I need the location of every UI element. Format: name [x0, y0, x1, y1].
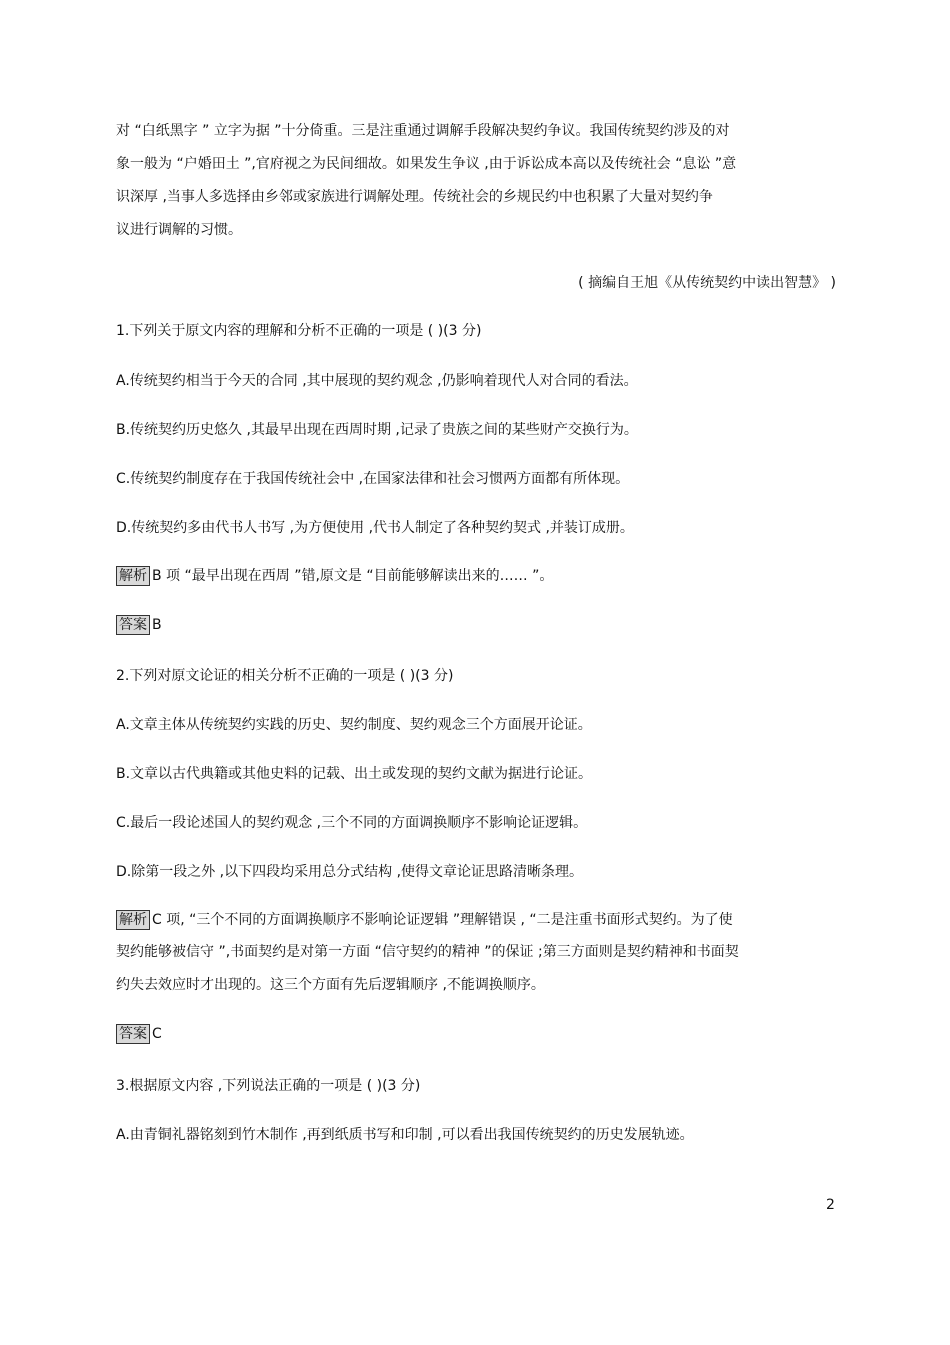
passage-line: 议进行调解的习惯。: [116, 222, 242, 238]
passage-line: 对 “白纸黑字 ” 立字为据 ”十分倚重。三是注重通过调解手段解决契约争议。我国传统契约涉及的对: [116, 123, 730, 139]
answer-label: 答案: [116, 615, 150, 635]
answer-text: C: [152, 1026, 162, 1042]
question-1-option-a: A.传统契约相当于今天的合同 ,其中展现的契约观念 ,仍影响着现代人对合同的看法。: [116, 373, 638, 389]
question-1-option-b: B.传统契约历史悠久 ,其最早出现在西周时期 ,记录了贵族之间的某些财产交换行为。: [116, 422, 638, 438]
question-1-answer: [116, 615, 162, 635]
passage-line: 象一般为 “户婚田土 ”,官府视之为民间细故。如果发生争议 ,由于诉讼成本高以及传统社会 “息讼 ”意: [116, 156, 737, 172]
page-number: 2: [826, 1197, 835, 1213]
passage-line: 识深厚 ,当事人多选择由乡邻或家族进行调解处理。传统社会的乡规民约中也积累了大量对契约争: [116, 189, 713, 205]
question-2-option-a: A.文章主体从传统契约实践的历史、契约制度、契约观念三个方面展开论证。: [116, 717, 592, 733]
question-2-analysis-line-2: 契约能够被信守 ”,书面契约是对第一方面 “信守契约的精神 ”的保证 ;第三方面则是契约精神和书面契: [116, 944, 739, 960]
question-1-option-d: D.传统契约多由代书人书写 ,为方便使用 ,代书人制定了各种契约契式 ,并装订成册。: [116, 520, 634, 536]
analysis-label: 解析: [116, 910, 150, 930]
question-2-option-c: C.最后一段论述国人的契约观念 ,三个不同的方面调换顺序不影响论证逻辑。: [116, 815, 588, 831]
source-citation: ( 摘编自王旭《从传统契约中读出智慧》 ): [578, 275, 836, 291]
question-1-analysis: [116, 566, 553, 586]
question-2-analysis-line-3: 约失去效应时才出现的。这三个方面有先后逻辑顺序 ,不能调换顺序。: [116, 977, 545, 993]
analysis-text: B 项 “最早出现在西周 ”错,原文是 “目前能够解读出来的…… ”。: [152, 568, 554, 584]
question-2-answer: [116, 1024, 162, 1044]
analysis-label: 解析: [116, 566, 150, 586]
question-3-stem: 3.根据原文内容 ,下列说法正确的一项是 ( )(3 分): [116, 1078, 421, 1094]
question-2-option-b: B.文章以古代典籍或其他史料的记载、出土或发现的契约文献为据进行论证。: [116, 766, 593, 782]
question-1-stem: 1.下列关于原文内容的理解和分析不正确的一项是 ( )(3 分): [116, 323, 482, 339]
question-3-option-a: A.由青铜礼器铭刻到竹木制作 ,再到纸质书写和印制 ,可以看出我国传统契约的历史发展轨迹。: [116, 1127, 694, 1143]
question-1-option-c: C.传统契约制度存在于我国传统社会中 ,在国家法律和社会习惯两方面都有所体现。: [116, 471, 630, 487]
passage: [116, 115, 836, 247]
analysis-text: C 项, “三个不同的方面调换顺序不影响论证逻辑 ”理解错误 , “二是注重书面形式契约。为了使: [152, 912, 733, 928]
question-2-analysis: [116, 910, 733, 930]
answer-text: B: [152, 617, 162, 633]
question-2-option-d: D.除第一段之外 ,以下四段均采用总分式结构 ,使得文章论证思路清晰条理。: [116, 864, 584, 880]
question-2-stem: 2.下列对原文论证的相关分析不正确的一项是 ( )(3 分): [116, 668, 454, 684]
answer-label: 答案: [116, 1024, 150, 1044]
